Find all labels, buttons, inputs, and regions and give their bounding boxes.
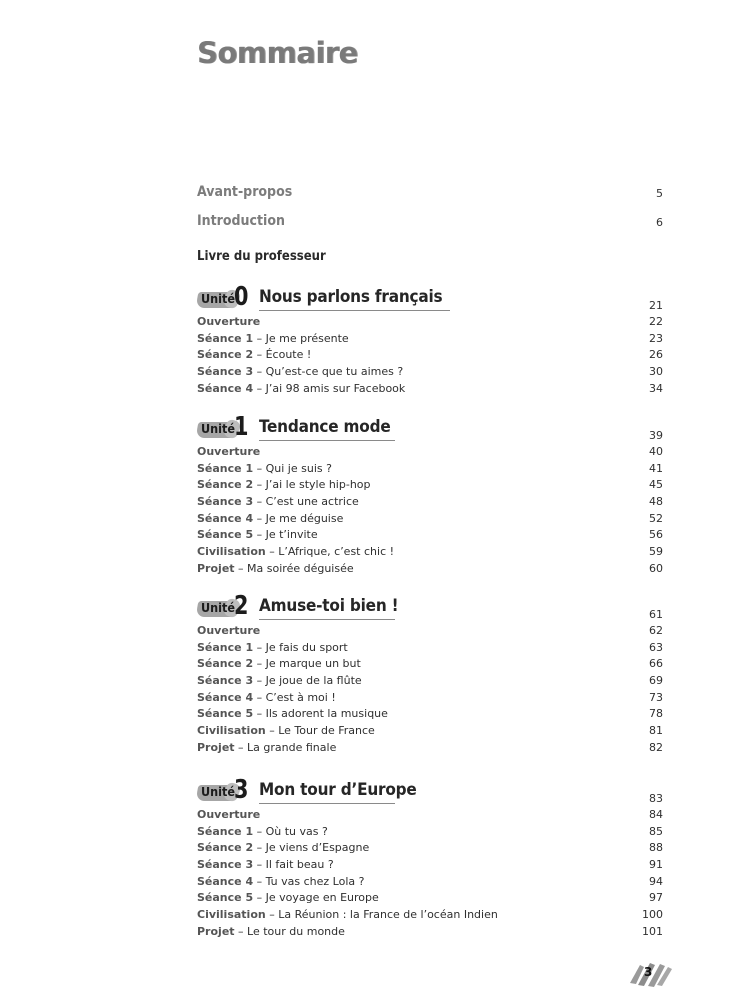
entry-page: 60 bbox=[649, 561, 663, 575]
toc-entry[interactable] bbox=[197, 561, 663, 578]
entry-text: J’ai 98 amis sur Facebook bbox=[265, 381, 406, 395]
unit-page: 83 bbox=[649, 792, 663, 805]
entry-page: 82 bbox=[649, 740, 663, 754]
entry-page: 30 bbox=[649, 365, 663, 379]
entry-separator: – bbox=[253, 365, 266, 379]
entry-label: Séance 4 bbox=[197, 690, 254, 704]
entry-text: Je me déguise bbox=[265, 511, 344, 525]
unit-number: 1 bbox=[234, 412, 249, 442]
entry-separator: – bbox=[234, 924, 248, 938]
entry-label: Ouverture bbox=[197, 808, 261, 821]
entry-label: Ouverture bbox=[197, 624, 261, 637]
entry-page: 22 bbox=[649, 315, 663, 328]
toc-entry[interactable] bbox=[197, 874, 663, 891]
toc-entry[interactable] bbox=[197, 444, 663, 461]
unit-label: Unité bbox=[201, 421, 235, 436]
entry-separator: – bbox=[253, 858, 266, 872]
entry-text: C’est à moi ! bbox=[265, 690, 336, 704]
unit-label: Unité bbox=[201, 291, 235, 306]
entry-text: Qui je suis ? bbox=[265, 461, 332, 475]
front-item-title: Avant-propos bbox=[197, 184, 293, 200]
entry-text: Tu vas chez Lola ? bbox=[265, 874, 365, 888]
entry-separator: – bbox=[253, 841, 266, 855]
toc-entry[interactable] bbox=[197, 331, 663, 348]
toc-entry[interactable] bbox=[197, 740, 663, 757]
entry-page: 73 bbox=[649, 690, 663, 704]
entry-separator: – bbox=[253, 657, 266, 671]
unit-title-underline bbox=[259, 619, 395, 620]
entry-label: Séance 4 bbox=[197, 511, 254, 525]
entry-separator: – bbox=[253, 495, 266, 509]
entry-text: Il fait beau ? bbox=[265, 858, 334, 872]
section-heading-livre: Livre du professeur bbox=[197, 249, 326, 264]
entry-text: Le tour du monde bbox=[247, 924, 345, 938]
entry-text: La grande finale bbox=[247, 740, 337, 754]
page-number-badge bbox=[626, 959, 674, 989]
toc-entry[interactable] bbox=[197, 840, 663, 857]
entry-label: Séance 1 bbox=[197, 461, 254, 475]
entry-separator: – bbox=[253, 511, 266, 525]
unit-header-3[interactable] bbox=[197, 777, 663, 807]
entry-separator: – bbox=[234, 740, 248, 754]
unit-0-entries bbox=[197, 314, 663, 397]
entry-text: Ma soirée déguisée bbox=[247, 561, 354, 575]
entry-label: Ouverture bbox=[197, 445, 261, 458]
unit-label: Unité bbox=[201, 600, 235, 615]
unit-number: 3 bbox=[234, 775, 249, 805]
unit-3-entries bbox=[197, 807, 663, 941]
entry-label: Projet bbox=[197, 740, 235, 754]
entry-separator: – bbox=[253, 478, 266, 492]
entry-label: Séance 2 bbox=[197, 841, 254, 855]
entry-page: 78 bbox=[649, 707, 663, 721]
toc-entry[interactable] bbox=[197, 857, 663, 874]
unit-1-entries bbox=[197, 444, 663, 578]
toc-entry[interactable] bbox=[197, 623, 663, 640]
toc-entry[interactable] bbox=[197, 364, 663, 381]
entry-label: Séance 3 bbox=[197, 365, 254, 379]
unit-badge bbox=[197, 591, 259, 621]
toc-entry[interactable] bbox=[197, 511, 663, 528]
unit-badge bbox=[197, 775, 259, 805]
entry-separator: – bbox=[265, 908, 279, 922]
toc-entry[interactable] bbox=[197, 924, 663, 941]
entry-separator: – bbox=[253, 690, 266, 704]
unit-title-underline bbox=[259, 440, 395, 441]
entry-page: 81 bbox=[649, 724, 663, 738]
toc-entry[interactable] bbox=[197, 494, 663, 511]
page-title: Sommaire bbox=[197, 36, 358, 70]
entry-separator: – bbox=[253, 528, 266, 542]
entry-page: 34 bbox=[649, 381, 663, 395]
entry-page: 40 bbox=[649, 445, 663, 458]
entry-label: Projet bbox=[197, 561, 235, 575]
entry-page: 84 bbox=[649, 808, 663, 821]
entry-label: Séance 1 bbox=[197, 824, 254, 838]
entry-separator: – bbox=[253, 461, 266, 475]
front-item-title: Introduction bbox=[197, 213, 285, 229]
entry-label: Séance 4 bbox=[197, 381, 254, 395]
entry-text: Le Tour de France bbox=[278, 724, 375, 738]
entry-page: 41 bbox=[649, 461, 663, 475]
unit-badge bbox=[197, 412, 259, 442]
entry-label: Civilisation bbox=[197, 545, 266, 559]
entry-label: Séance 3 bbox=[197, 674, 254, 688]
unit-title: Nous parlons français bbox=[259, 287, 443, 307]
front-item-page: 6 bbox=[656, 216, 663, 229]
toc-entry[interactable] bbox=[197, 640, 663, 657]
entry-separator: – bbox=[234, 561, 248, 575]
entry-label: Séance 2 bbox=[197, 478, 254, 492]
entry-page: 100 bbox=[642, 908, 663, 922]
entry-page: 94 bbox=[649, 874, 663, 888]
unit-page: 21 bbox=[649, 299, 663, 312]
entry-label: Séance 5 bbox=[197, 528, 254, 542]
entry-separator: – bbox=[253, 674, 266, 688]
entry-text: La Réunion : la France de l’océan Indien bbox=[278, 908, 498, 922]
entry-page: 88 bbox=[649, 841, 663, 855]
entry-text: Je marque un but bbox=[265, 657, 361, 671]
unit-page: 61 bbox=[649, 608, 663, 621]
entry-page: 101 bbox=[642, 924, 663, 938]
page-number: 3 bbox=[644, 965, 653, 979]
entry-page: 66 bbox=[649, 657, 663, 671]
toc-entry[interactable] bbox=[197, 314, 663, 331]
entry-text: Où tu vas ? bbox=[265, 824, 328, 838]
entry-page: 48 bbox=[649, 495, 663, 509]
unit-title: Amuse-toi bien ! bbox=[259, 596, 399, 616]
entry-text: L’Afrique, c’est chic ! bbox=[278, 545, 395, 559]
toc-entry[interactable] bbox=[197, 723, 663, 740]
entry-label: Séance 1 bbox=[197, 331, 254, 345]
entry-separator: – bbox=[253, 874, 266, 888]
entry-label: Séance 1 bbox=[197, 640, 254, 654]
unit-2-entries bbox=[197, 623, 663, 757]
front-item-page: 5 bbox=[656, 187, 663, 200]
entry-page: 45 bbox=[649, 478, 663, 492]
entry-text: Ils adorent la musique bbox=[265, 707, 388, 721]
entry-separator: – bbox=[253, 707, 266, 721]
unit-header-2[interactable] bbox=[197, 593, 663, 623]
entry-label: Civilisation bbox=[197, 724, 266, 738]
toc-entry[interactable] bbox=[197, 527, 663, 544]
entry-separator: – bbox=[253, 891, 266, 905]
unit-title: Mon tour d’Europe bbox=[259, 780, 417, 800]
entry-separator: – bbox=[253, 824, 266, 838]
entry-page: 69 bbox=[649, 674, 663, 688]
entry-text: Je viens d’Espagne bbox=[265, 841, 370, 855]
entry-separator: – bbox=[253, 331, 266, 345]
toc-entry[interactable] bbox=[197, 824, 663, 841]
toc-entry[interactable] bbox=[197, 381, 663, 398]
entry-page: 91 bbox=[649, 858, 663, 872]
entry-separator: – bbox=[253, 640, 266, 654]
entry-separator: – bbox=[265, 545, 279, 559]
entry-label: Civilisation bbox=[197, 908, 266, 922]
entry-separator: – bbox=[253, 348, 266, 362]
entry-label: Projet bbox=[197, 924, 235, 938]
entry-page: 85 bbox=[649, 824, 663, 838]
entry-page: 26 bbox=[649, 348, 663, 362]
entry-label: Séance 5 bbox=[197, 707, 254, 721]
entry-page: 97 bbox=[649, 891, 663, 905]
entry-text: Je fais du sport bbox=[265, 640, 348, 654]
toc-entry[interactable] bbox=[197, 907, 663, 924]
unit-page: 39 bbox=[649, 429, 663, 442]
unit-title-underline bbox=[259, 310, 450, 311]
toc-entry[interactable] bbox=[197, 673, 663, 690]
toc-entry[interactable] bbox=[197, 807, 663, 824]
entry-page: 63 bbox=[649, 640, 663, 654]
entry-page: 59 bbox=[649, 545, 663, 559]
unit-header-0[interactable] bbox=[197, 284, 663, 314]
entry-page: 62 bbox=[649, 624, 663, 637]
entry-separator: – bbox=[253, 381, 266, 395]
entry-text: Je voyage en Europe bbox=[265, 891, 379, 905]
entry-label: Séance 2 bbox=[197, 657, 254, 671]
unit-label: Unité bbox=[201, 784, 235, 799]
entry-text: Qu’est-ce que tu aimes ? bbox=[265, 365, 404, 379]
entry-page: 52 bbox=[649, 511, 663, 525]
entry-page: 23 bbox=[649, 331, 663, 345]
toc-entry[interactable] bbox=[197, 544, 663, 561]
toc-entry[interactable] bbox=[197, 347, 663, 364]
toc-entry[interactable] bbox=[197, 461, 663, 478]
front-item-avant-propos[interactable] bbox=[197, 184, 663, 204]
unit-title: Tendance mode bbox=[259, 417, 391, 437]
toc-entry[interactable] bbox=[197, 706, 663, 723]
entry-label: Séance 3 bbox=[197, 495, 254, 509]
entry-text: Je t’invite bbox=[265, 528, 318, 542]
toc-entry[interactable] bbox=[197, 690, 663, 707]
unit-number: 2 bbox=[234, 591, 249, 621]
toc-entry[interactable] bbox=[197, 477, 663, 494]
entry-text: J’ai le style hip-hop bbox=[265, 478, 371, 492]
toc-entry[interactable] bbox=[197, 656, 663, 673]
unit-title-underline bbox=[259, 803, 395, 804]
entry-label: Séance 3 bbox=[197, 858, 254, 872]
entry-separator: – bbox=[265, 724, 279, 738]
toc-entry[interactable] bbox=[197, 890, 663, 907]
entry-label: Séance 2 bbox=[197, 348, 254, 362]
entry-text: C’est une actrice bbox=[265, 495, 359, 509]
entry-label: Séance 5 bbox=[197, 891, 254, 905]
entry-text: Je joue de la flûte bbox=[265, 674, 362, 688]
unit-header-1[interactable] bbox=[197, 414, 663, 444]
entry-page: 56 bbox=[649, 528, 663, 542]
unit-badge bbox=[197, 282, 259, 312]
entry-label: Séance 4 bbox=[197, 874, 254, 888]
front-item-introduction[interactable] bbox=[197, 213, 663, 233]
entry-text: Je me présente bbox=[265, 331, 349, 345]
entry-text: Écoute ! bbox=[265, 348, 312, 362]
unit-number: 0 bbox=[234, 282, 249, 312]
entry-label: Ouverture bbox=[197, 315, 261, 328]
